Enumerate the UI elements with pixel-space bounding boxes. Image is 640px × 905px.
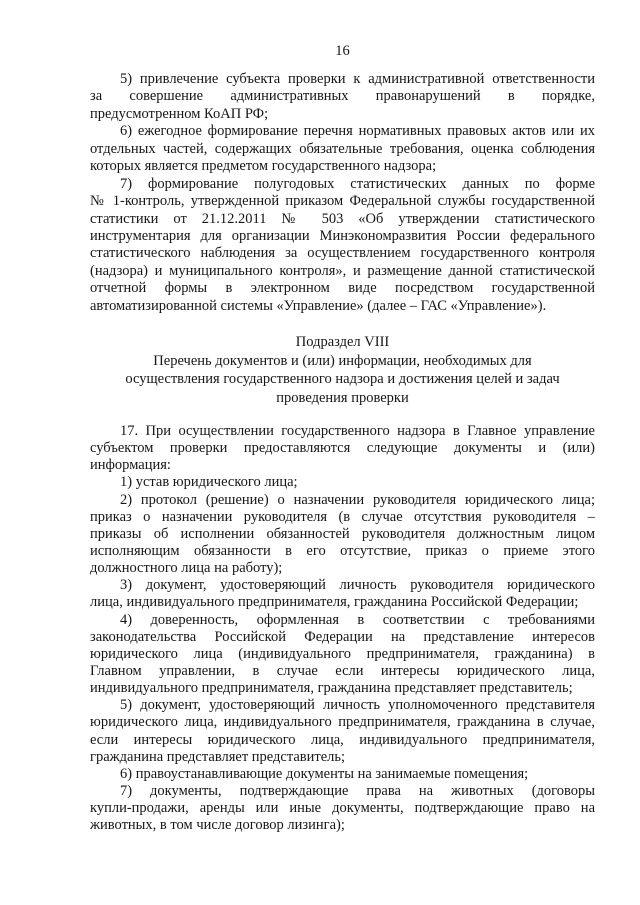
subsection-title-line: осуществления государственного надзора и достижения целей и задач — [125, 371, 560, 388]
paragraph-line: 4) доверенность, оформленная в соответствии с требованиями — [120, 611, 595, 628]
paragraph-line: предусмотренном КоАП РФ; — [90, 105, 269, 122]
paragraph-line: приказ о назначении руководителя (в случае отсутствия руководителя – — [90, 508, 595, 525]
duty-item-6 — [90, 123, 595, 175]
paragraph-line: инструментария для организации Минэкономразвития России федерального — [90, 227, 595, 244]
paragraph-line: юридического лица, индивидуального предпринимателя, гражданина в случае, — [90, 714, 595, 731]
paragraph-line: № 1-контроль, утвержденной приказом Федеральной службы государственной — [90, 193, 595, 210]
paragraph-line: статистического наблюдения за осуществлением государственного контроля — [90, 245, 595, 262]
paragraph-line: приказы об исполнении обязанностей руководителя должностным лицом — [90, 525, 595, 542]
subsection-title-line: проведения проверки — [276, 390, 409, 407]
paragraph-line: отчетной формы в электронном виде посредством государственной — [90, 280, 595, 297]
paragraph-line: исполняющим обязанности в его отсутствие, приказ о приеме этого — [90, 542, 595, 559]
required-documents-section — [90, 423, 595, 834]
paragraph-line: отдельных частей, содержащих обязательные требования, оценка соблюдения — [90, 140, 595, 157]
duty-item-5 — [90, 71, 595, 123]
clause-17 — [90, 423, 595, 474]
subsection-heading — [90, 333, 595, 408]
supervision-duties-list — [90, 71, 595, 315]
paragraph-line: гражданина представляет представитель; — [90, 748, 346, 765]
paragraph-line: 5) документ, удостоверяющий личность уполномоченного представителя — [120, 697, 595, 714]
paragraph-line: автоматизированной системы «Управление» (далее – ГАС «Управление»). — [90, 297, 547, 314]
paragraph-line: законодательства Российской Федерации на представление интересов — [90, 628, 595, 645]
paragraph-line: лица, индивидуального предпринимателя, гражданина Российской Федерации; — [90, 594, 579, 611]
document-item-3 — [90, 577, 595, 611]
paragraph-line: 1) устав юридического лица; — [120, 474, 298, 491]
paragraph-line: 6) ежегодное формирование перечня нормативных правовых актов или их — [120, 123, 595, 140]
paragraph-line: 2) протокол (решение) о назначении руководителя юридического лица; — [120, 491, 595, 508]
paragraph-line: 6) правоустанавливающие документы на занимаемые помещения; — [120, 765, 529, 782]
document-item-7 — [90, 783, 595, 834]
subsection-title-line: Перечень документов и (или) информации, необходимых для — [153, 352, 532, 369]
paragraph-line: субъектом проверки предоставляются следующие документы и (или) — [90, 440, 595, 457]
paragraph-line: статистики от 21.12.2011 № 503 «Об утверждении статистического — [90, 210, 595, 227]
subsection-number: Подраздел VIII — [295, 334, 390, 350]
paragraph-line: Главном управлении, в случае если интересы юридического лица, — [90, 662, 595, 679]
paragraph-line: индивидуального предпринимателя, гражданина представляет представитель; — [90, 680, 573, 697]
paragraph-line: 3) документ, удостоверяющий личность руководителя юридического — [120, 577, 595, 594]
paragraph-line: информация: — [90, 457, 171, 474]
duty-item-7 — [90, 176, 595, 316]
paragraph-line: должностного лица на работу); — [90, 560, 283, 577]
page-number: 16 — [335, 43, 350, 59]
document-item-6 — [90, 766, 595, 783]
paragraph-line: купли-продажи, аренды или иные документы, подтверждающие право на — [90, 800, 595, 817]
paragraph-line: животных, в том числе договор лизинга); — [90, 817, 345, 834]
paragraph-line: 5) привлечение субъекта проверки к административной ответственности — [120, 71, 595, 87]
paragraph-line: за совершение административных правонарушений в порядке, — [90, 88, 595, 105]
document-item-2 — [90, 492, 595, 578]
document-item-4 — [90, 612, 595, 698]
paragraph-line: (надзора) и муниципального контроля», и размещение данной статистической — [90, 262, 595, 279]
paragraph-line: которых является предметом государственного надзора; — [90, 158, 437, 175]
paragraph-line: юридического лица (индивидуального предпринимателя, гражданина) в — [90, 645, 595, 662]
paragraph-line: 7) документы, подтверждающие права на животных (договоры — [120, 782, 595, 799]
document-item-1 — [90, 474, 595, 491]
document-item-5 — [90, 697, 595, 766]
paragraph-line: если интересы юридического лица, индивидуального предпринимателя, — [90, 731, 595, 748]
paragraph-line: 7) формирование полугодовых статистических данных по форме — [120, 175, 595, 192]
paragraph-line: 17. При осуществлении государственного надзора в Главное управление — [120, 423, 595, 439]
